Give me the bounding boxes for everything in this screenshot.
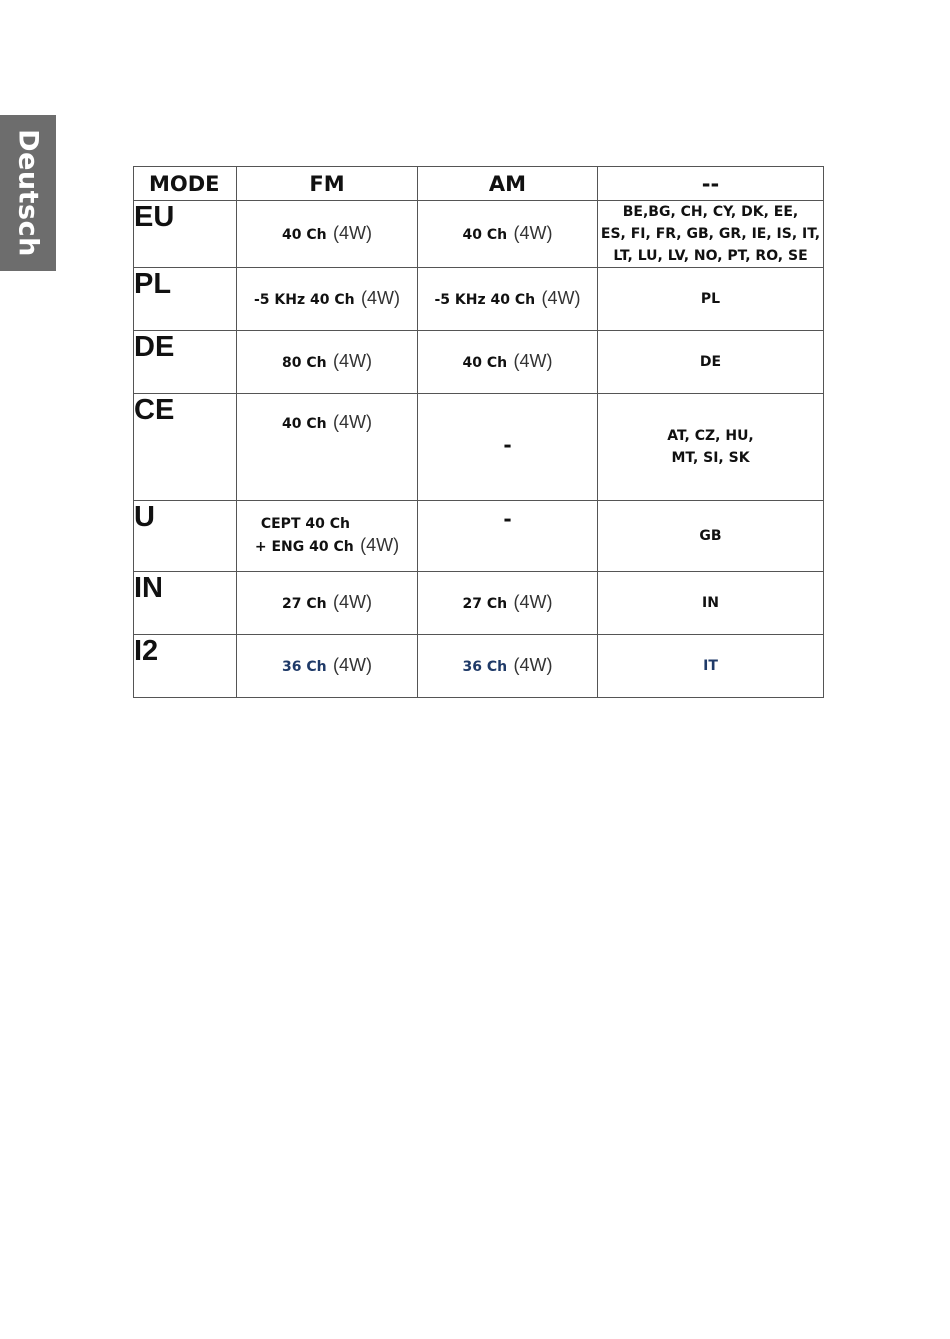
fm-channels-line2: + ENG 40 Ch [254, 539, 354, 555]
fm-channels: 80 Ch [281, 354, 327, 371]
fm-cell [237, 635, 418, 698]
fm-channels-block [255, 514, 399, 558]
mode-label: I2 [134, 635, 237, 698]
fm-cell [237, 331, 418, 394]
countries-cell [598, 201, 824, 268]
fm-cell [237, 572, 418, 635]
fm-cell [237, 268, 418, 331]
table-row [134, 201, 824, 268]
fm-channels: 40 Ch [281, 226, 327, 243]
country-line: IT [703, 658, 718, 674]
fm-power: (4W) [333, 222, 373, 243]
country-line: LT, LU, LV, NO, PT, RO, SE [613, 248, 808, 264]
mode-table [133, 166, 824, 698]
am-cell [418, 394, 598, 501]
table-row [134, 635, 824, 698]
country-line: GB [699, 528, 722, 544]
fm-channels-line2-wrap [255, 535, 399, 558]
fm-cell [237, 394, 418, 501]
am-dash: - [503, 433, 512, 457]
mode-label: IN [134, 572, 237, 635]
countries-cell [598, 501, 824, 572]
mode-label: EU [134, 201, 237, 268]
countries-cell [598, 268, 824, 331]
am-channels: 36 Ch [462, 658, 508, 675]
table-header-row [134, 167, 824, 201]
fm-channels-line1: CEPT 40 Ch [260, 516, 350, 532]
mode-label: U [134, 501, 237, 572]
fm-cell [237, 501, 418, 572]
am-power: (4W) [513, 591, 553, 612]
am-channels: 40 Ch [462, 226, 508, 243]
table-row [134, 268, 824, 331]
fm-channels: 36 Ch [281, 658, 327, 675]
header-fm: FM [237, 167, 418, 201]
am-cell [418, 268, 598, 331]
language-side-tab [0, 115, 56, 271]
header-am: AM [418, 167, 598, 201]
fm-power: (4W) [361, 287, 401, 308]
fm-cell [237, 201, 418, 268]
countries-cell [598, 331, 824, 394]
fm-power: (4W) [333, 350, 373, 371]
am-cell [418, 501, 598, 572]
am-power: (4W) [541, 287, 581, 308]
am-power: (4W) [513, 222, 553, 243]
am-power: (4W) [513, 350, 553, 371]
fm-power: (4W) [333, 591, 373, 612]
header-mode: MODE [134, 167, 237, 201]
mode-label: PL [134, 268, 237, 331]
am-cell [418, 635, 598, 698]
am-cell [418, 201, 598, 268]
country-line: MT, SI, SK [671, 450, 750, 466]
fm-channels: 40 Ch [281, 416, 327, 432]
am-channels: 40 Ch [462, 354, 508, 371]
am-cell [418, 572, 598, 635]
country-line: IN [702, 595, 719, 611]
countries-cell [598, 394, 824, 501]
am-power: (4W) [513, 654, 553, 675]
mode-label: DE [134, 331, 237, 394]
countries-cell [598, 572, 824, 635]
table-row [134, 501, 824, 572]
fm-power: (4W) [333, 654, 373, 675]
country-line: DE [699, 354, 722, 370]
country-line: ES, FI, FR, GB, GR, IE, IS, IT, [600, 226, 821, 242]
am-dash: - [503, 507, 512, 531]
country-line: PL [700, 291, 721, 307]
fm-power: (4W) [360, 535, 400, 555]
country-line: BE,BG, CH, CY, DK, EE, [622, 204, 799, 220]
country-line: AT, CZ, HU, [667, 428, 754, 444]
fm-channels: 27 Ch [281, 595, 327, 612]
am-channels: 27 Ch [462, 595, 508, 612]
header-countries: -- [598, 167, 824, 201]
table-row [134, 394, 824, 501]
table-row [134, 572, 824, 635]
table-row [134, 331, 824, 394]
am-channels: -5 KHz 40 Ch [434, 291, 536, 308]
fm-power: (4W) [333, 412, 373, 432]
fm-channels: -5 KHz 40 Ch [253, 291, 355, 308]
am-cell [418, 331, 598, 394]
side-tab-label: Deutsch [12, 129, 44, 257]
mode-label: CE [134, 394, 237, 501]
countries-cell [598, 635, 824, 698]
